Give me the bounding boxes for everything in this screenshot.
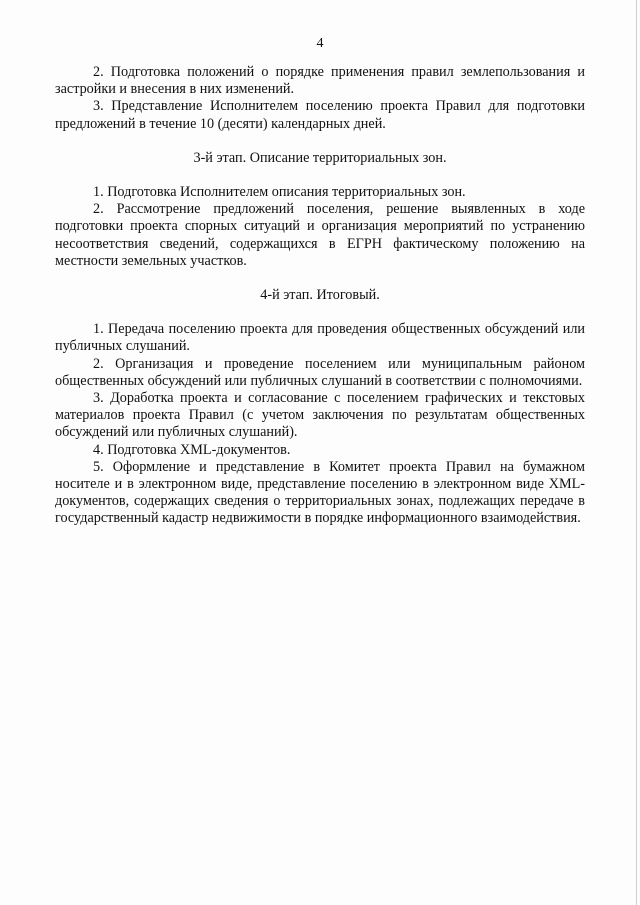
page-edge-line <box>636 0 637 905</box>
page-number: 4 <box>316 36 324 51</box>
spacer <box>55 304 585 321</box>
stage-4-item-5: 5. Оформление и представление в Комитет проекта Правил на бумажном носителе и в электронном виде, представление поселению в электронном виде XML-документов, содержащих сведения о территориальных зонах, подлежащих передаче в государственный кадастр недвижимости в порядке информационного взаимодействия. <box>55 458 585 527</box>
spacer <box>55 270 585 287</box>
stage-4-item-3: 3. Доработка проекта и согласование с поселением графических и текстовых материалов проекта Правил (с учетом заключения по результатам общественных обсуждений или публичных слушаний). <box>55 390 585 441</box>
stage-4-item-2: 2. Организация и проведение поселением или муниципальным районом общественных обсуждений или публичных слушаний в соответствии с полномочиями. <box>55 355 585 389</box>
spacer <box>55 133 585 150</box>
stage-4-heading: 4-й этап. Итоговый. <box>260 287 380 304</box>
stage-4-item-1: 1. Передача поселению проекта для проведения общественных обсуждений или публичных слушаний. <box>55 321 585 355</box>
stage-4-list <box>55 321 585 527</box>
stage-3-item-2: 2. Рассмотрение предложений поселения, решение выявленных в ходе подготовки проекта спорных ситуаций и организация мероприятий по устранению несоответствия сведений, содержащихся в ЕГРН фактическому положению на местности земельных участков. <box>55 201 585 269</box>
document-body <box>55 64 585 528</box>
stage-3-list <box>55 184 585 270</box>
intro-item-3: 3. Представление Исполнителем поселению проекта Правил для подготовки предложений в течение 10 (десяти) календарных дней. <box>55 98 585 132</box>
stage-4-item-4: 4. Подготовка XML-документов. <box>93 441 291 458</box>
spacer <box>55 167 585 184</box>
intro-item-2: 2. Подготовка положений о порядке применения правил землепользования и застройки и внесения в них изменений. <box>55 64 585 98</box>
stage-3-item-1: 1. Подготовка Исполнителем описания территориальных зон. <box>93 184 466 201</box>
stage-3-heading: 3-й этап. Описание территориальных зон. <box>193 149 447 166</box>
